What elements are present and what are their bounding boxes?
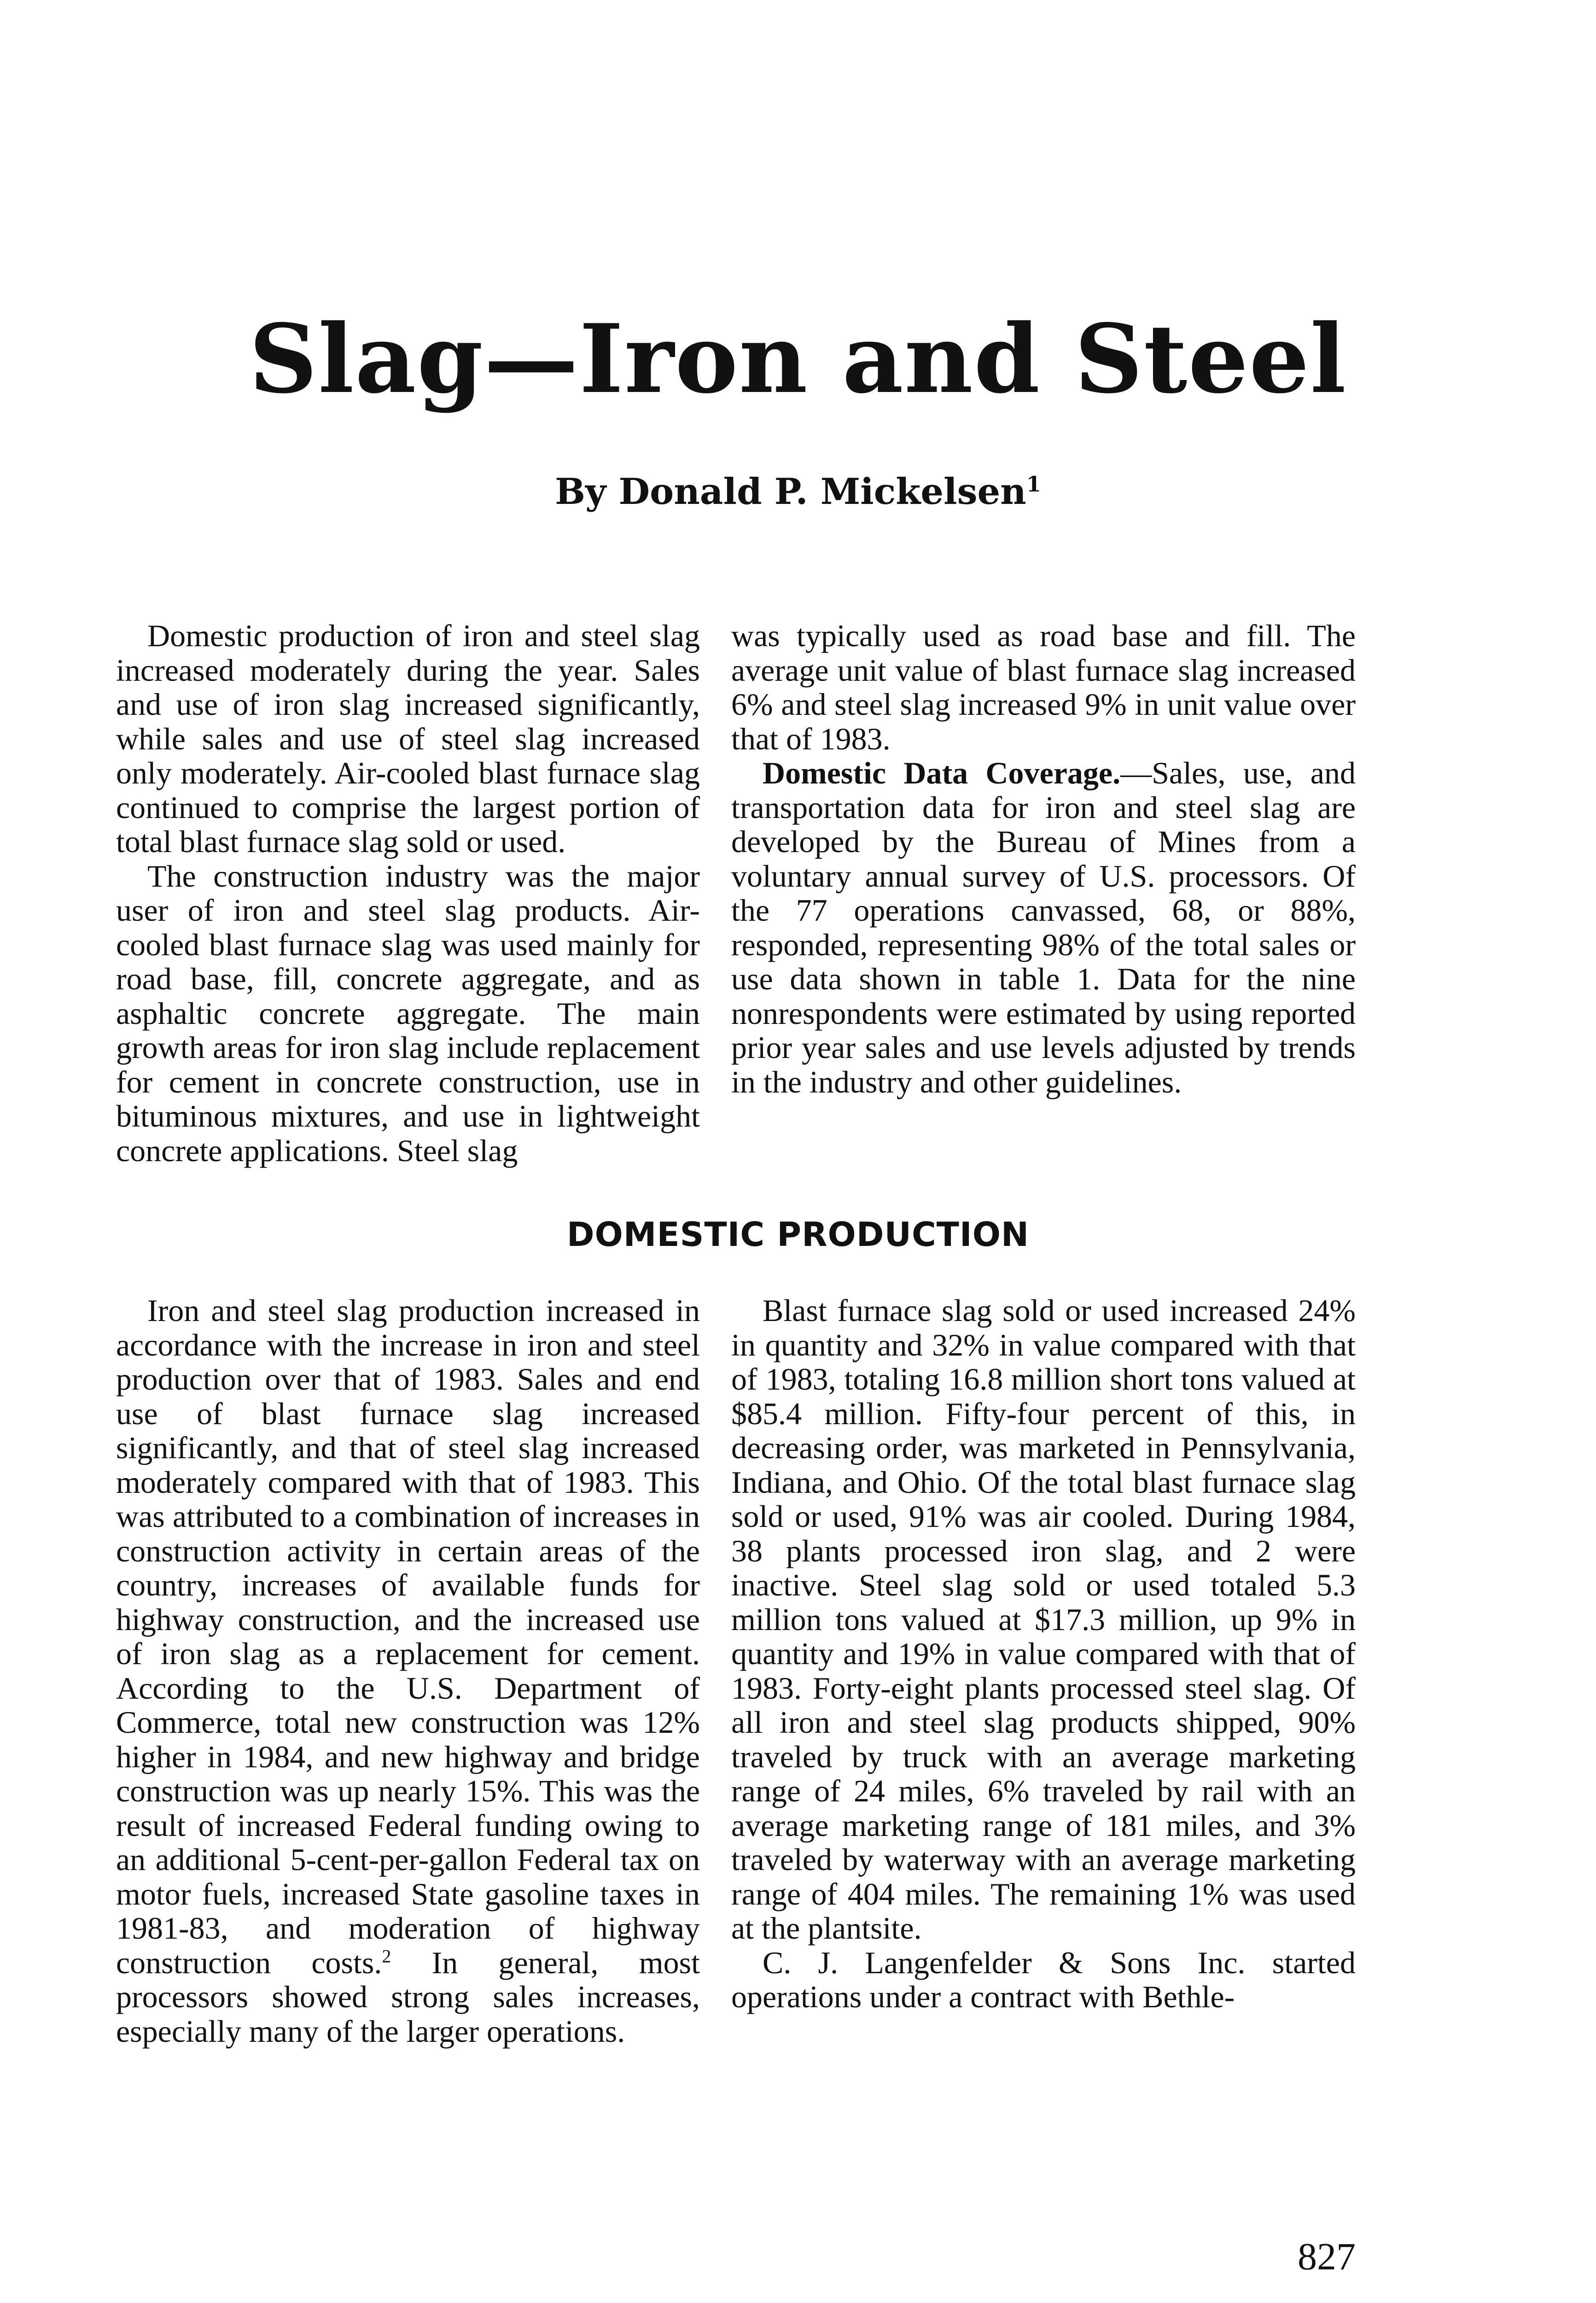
page-number: 827 <box>1298 2235 1356 2278</box>
footnote-marker: 2 <box>382 1945 391 1966</box>
production-right-column <box>731 1293 1356 2095</box>
intro-left-column <box>116 619 700 1181</box>
paragraph: Domestic production of iron and steel slag increased moderately during the year. Sales and use of iron slag increased significantly, while sales and use of steel slag increased only moderately. Air-cooled blast furnace slag continued to comprise the largest portion of total blast furnace slag sold or used. <box>116 619 700 859</box>
paragraph <box>116 1293 700 2048</box>
paragraph: The construction industry was the major user of iron and steel slag products. Air-cooled blast furnace slag was used mainly for road base, fill, concrete aggregate, and as asphaltic concrete aggregate. The main growth areas for iron slag include replacement for cement in concrete construction, use in bituminous mixtures, and use in lightweight concrete applications. Steel slag <box>116 858 700 1168</box>
page-title: Slag—Iron and Steel <box>249 304 1347 415</box>
paragraph-text: Iron and steel slag production increased in accordance with the increase in iron and steel production over that of 1983. Sales and end use of blast furnace slag increased significantly, and that of steel slag increased moderately compared with that of 1983. This was attributed to a combination of increases in construction activity in certain areas of the country, increases of available funds for highway construction, and the increased use of iron slag as a replacement for cement. According to the U.S. Department of Commerce, total new construction was 12% higher in 1984, and new highway and bridge construction was up nearly 15%. This was the result of increased Federal funding owing to an additional 5-cent-per-gallon Federal tax on motor fuels, increased State gasoline taxes in 1981-83, and moderation of highway construction costs. <box>116 1293 700 1980</box>
footnote-marker: 1 <box>1026 472 1041 497</box>
production-left-column <box>116 1293 700 2095</box>
section-heading: DOMESTIC PRODUCTION <box>566 1215 1030 1254</box>
paragraph: was typically used as road base and fill. The average unit value of blast furnace slag increased 6% and steel slag increased 9% in unit value over that of 1983. <box>731 619 1356 756</box>
paragraph: C. J. Langenfelder & Sons Inc. started operations under a contract with Bethle- <box>731 1945 1356 2014</box>
author-name: By Donald P. Mickelsen <box>555 471 1026 513</box>
paragraph-text: In general, most processors showed strong sales increases, especially many of the larger operations. <box>116 1945 700 2049</box>
paragraph <box>731 756 1356 1099</box>
author-byline <box>0 469 1596 515</box>
paragraph-text: —Sales, use, and transportation data for iron and steel slag are developed by the Bureau of Mines from a voluntary annual survey of U.S. processors. Of the 77 operations canvassed, 68, or 88%, responded, representing 98% of the total sales or use data shown in table 1. Data for the nine nonrespondents were estimated by using reported prior year sales and use levels adjusted by trends in the industry and other guidelines. <box>731 755 1356 1099</box>
intro-right-column <box>731 619 1356 1181</box>
run-in-heading: Domestic Data Coverage. <box>763 755 1121 790</box>
paragraph: Blast furnace slag sold or used increased 24% in quantity and 32% in value compared with that of 1983, totaling 16.8 million short tons valued at $85.4 million. Fifty-four percent of this, in decreasing order, was marketed in Pennsylvania, Indiana, and Ohio. Of the total blast furnace slag sold or used, 91% was air cooled. During 1984, 38 plants processed iron slag, and 2 were inactive. Steel slag sold or used totaled 5.3 million tons valued at $17.3 million, up 9% in quantity and 19% in value compared with that of 1983. Forty-eight plants processed steel slag. Of all iron and steel slag products shipped, 90% traveled by truck with an average marketing range of 24 miles, 6% traveled by rail with an average marketing range of 181 miles, and 3% traveled by waterway with an average marketing range of 404 miles. The remaining 1% was used at the plantsite. <box>731 1293 1356 1946</box>
